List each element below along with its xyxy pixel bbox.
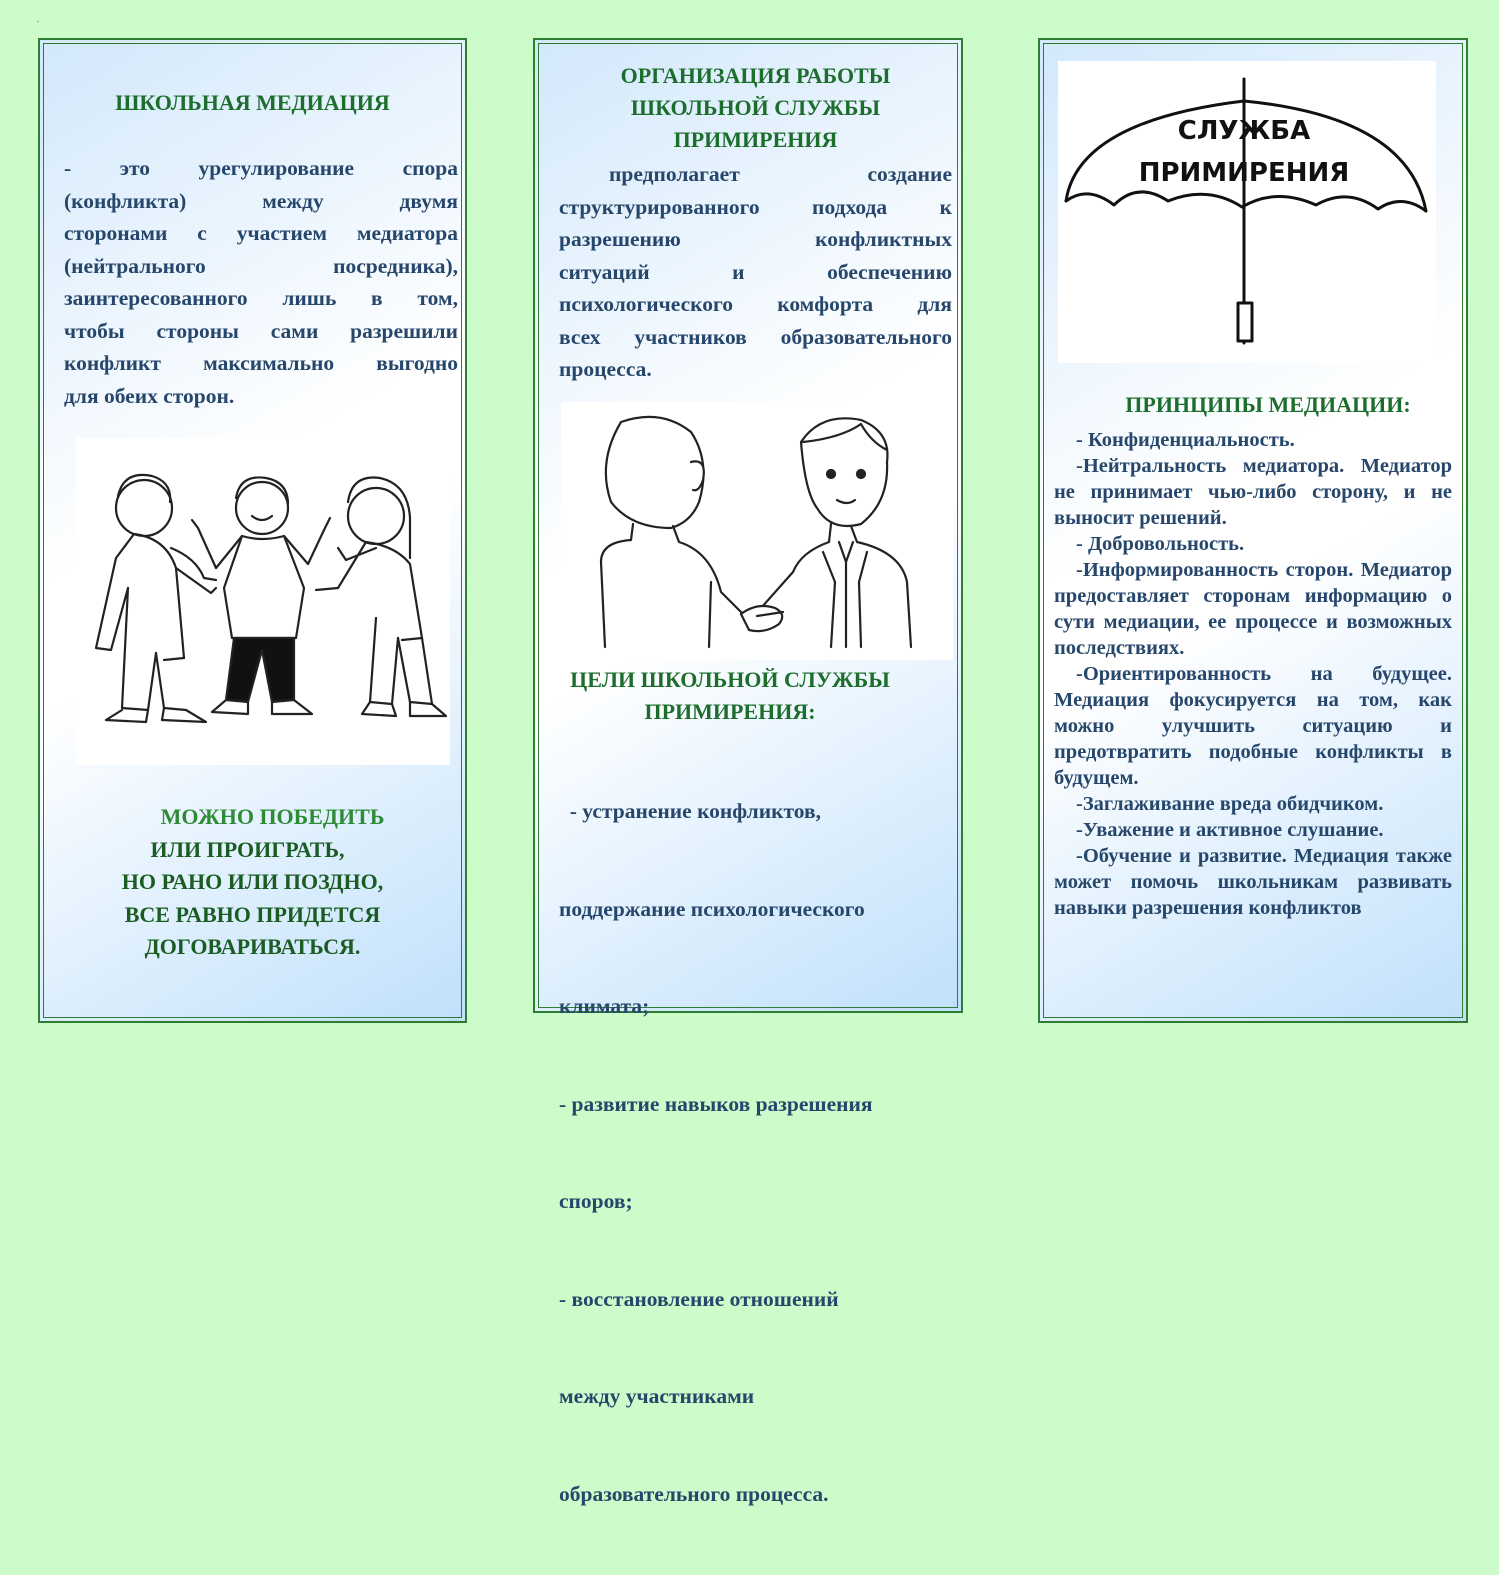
definition-line: конфликт максимально выгодно bbox=[64, 351, 458, 375]
principle-item: -Нейтральность медиатора. Медиатор не принимает чью-либо сторону, и не выносит решений. bbox=[1054, 455, 1452, 529]
middle-title-line: ШКОЛЬНОЙ СЛУЖБЫ bbox=[630, 95, 881, 120]
motto bbox=[40, 801, 465, 964]
principle-item: -Ориентированность на будущее. Медиация фокусируется на том, как можно улучшить ситуацию и предотвратить подобные конфликты в будущем. bbox=[1054, 663, 1452, 789]
intro-line: ситуаций и обеспечению bbox=[559, 259, 952, 284]
goals-line: - восстановление отношений bbox=[559, 1286, 839, 1311]
three-kids-arguing-image bbox=[76, 438, 450, 765]
principle-item: -Уважение и активное слушание. bbox=[1076, 819, 1384, 841]
goals-title-line: ЦЕЛИ ШКОЛЬНОЙ СЛУЖБЫ bbox=[570, 667, 890, 692]
middle-title-line: ПРИМИРЕНИЯ bbox=[673, 127, 838, 152]
intro-line: предполагает создание bbox=[609, 162, 952, 186]
goals-line: между участниками bbox=[559, 1384, 755, 1408]
intro-line: всех участников образовательного bbox=[559, 324, 952, 349]
definition-line: - это урегулирование спора bbox=[64, 156, 458, 180]
motto-line: ВСЕ РАВНО ПРИДЕТСЯ bbox=[124, 901, 381, 927]
motto-line: МОЖНО ПОБЕДИТЬ bbox=[160, 804, 385, 829]
handshake-illustration bbox=[561, 402, 953, 660]
definition-line: (нейтрального посредника), bbox=[64, 253, 458, 278]
principle-item: -Заглаживание вреда обидчиком. bbox=[1076, 793, 1384, 815]
motto-line: ДОГОВАРИВАТЬСЯ. bbox=[144, 934, 361, 959]
corner-dot: . bbox=[37, 15, 39, 24]
intro-line: психологического комфорта для bbox=[559, 292, 952, 316]
goals-line: споров; bbox=[559, 1189, 633, 1213]
umbrella-text-line1: СЛУЖБА bbox=[1177, 116, 1311, 146]
middle-intro bbox=[559, 158, 952, 386]
principle-item: - Добровольность. bbox=[1076, 533, 1245, 555]
goals-title-line: ПРИМИРЕНИЯ: bbox=[644, 699, 816, 724]
definition-line: чтобы стороны сами разрешили bbox=[64, 318, 458, 343]
principle-item: -Информированность сторон. Медиатор предоставляет сторонам информацию о сути медиации, ее процессе и возможных последствиях. bbox=[1054, 559, 1452, 659]
middle-title-line: ОРГАНИЗАЦИЯ РАБОТЫ bbox=[620, 63, 891, 88]
motto-line: НО РАНО ИЛИ ПОЗДНО, bbox=[121, 869, 384, 894]
goals-line: - устранение конфликтов, bbox=[559, 799, 821, 823]
definition-line: для обеих сторон. bbox=[64, 383, 235, 408]
goals-list bbox=[559, 730, 959, 1575]
left-definition bbox=[64, 152, 458, 412]
umbrella-image bbox=[1058, 61, 1436, 363]
panel-middle bbox=[533, 38, 963, 1506]
goals-line: образовательного процесса. bbox=[559, 1481, 829, 1506]
umbrella-illustration bbox=[1058, 61, 1436, 363]
goals-title bbox=[535, 664, 925, 728]
goals-line: климата; bbox=[559, 994, 650, 1018]
panel-right bbox=[1038, 38, 1468, 1023]
definition-line: сторонами с участием медиатора bbox=[64, 221, 458, 245]
goals-line: - развитие навыков разрешения bbox=[559, 1091, 873, 1116]
umbrella-text-line2: ПРИМИРЕНИЯ bbox=[1138, 158, 1350, 188]
panel-left bbox=[38, 38, 467, 1023]
goals-line: поддержание психологического bbox=[559, 896, 865, 921]
motto-line: ИЛИ ПРОИГРАТЬ, bbox=[150, 836, 345, 862]
middle-title bbox=[535, 60, 961, 156]
conflict-illustration bbox=[76, 438, 450, 765]
definition-line: заинтересованного лишь в том, bbox=[64, 286, 458, 310]
definition-line: (конфликта) между двумя bbox=[64, 188, 458, 213]
intro-line: разрешению конфликтных bbox=[559, 227, 952, 251]
principles-list bbox=[1054, 427, 1452, 921]
left-title: ШКОЛЬНАЯ МЕДИАЦИЯ bbox=[115, 90, 390, 115]
intro-line: процесса. bbox=[559, 357, 652, 381]
handshake-image bbox=[561, 402, 953, 660]
principle-item: -Обучение и развитие. Медиация также может помочь школьникам развивать навыки разрешения конфликтов bbox=[1054, 845, 1452, 919]
intro-line: структурированного подхода к bbox=[559, 194, 952, 219]
principle-item: - Конфиденциальность. bbox=[1076, 429, 1295, 451]
principles-title: ПРИНЦИПЫ МЕДИАЦИИ: bbox=[1125, 392, 1411, 417]
